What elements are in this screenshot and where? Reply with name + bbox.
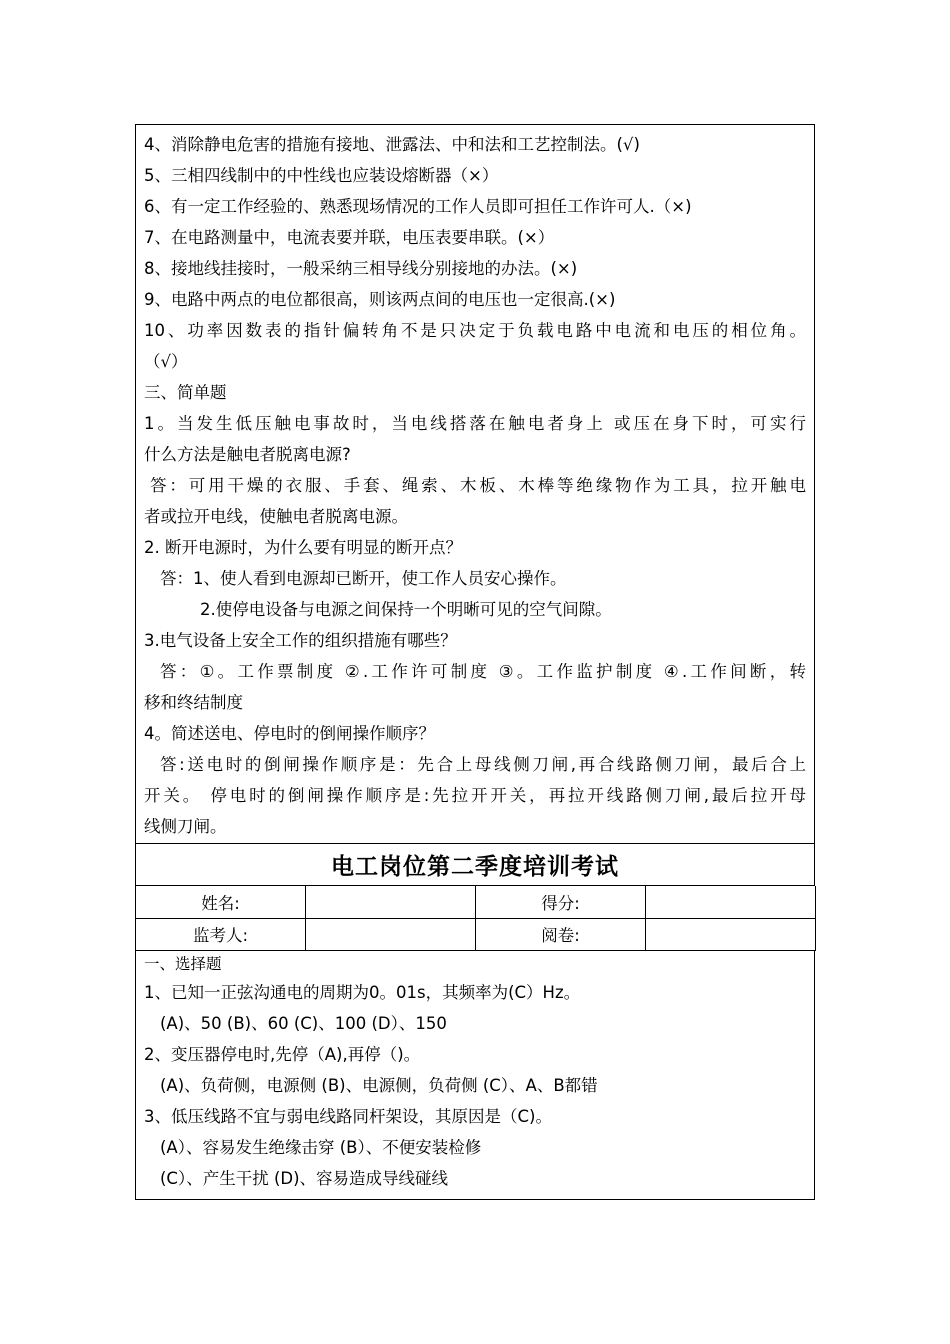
- answer-4-line-2: 开关。 停电时的倒闸操作顺序是:先拉开开关，再拉开线路侧刀闸,最后拉开母: [144, 786, 806, 805]
- question-3: 3.电气设备上安全工作的组织措施有哪些？: [144, 631, 457, 650]
- tf-item-10-answer: （√）: [144, 352, 188, 371]
- proctor-field[interactable]: [306, 918, 476, 950]
- answer-1-line-1: 答：可用干燥的衣服、手套、绳索、木板、木棒等绝缘物作为工具，拉开触电: [150, 476, 806, 495]
- answer-section: [135, 124, 815, 844]
- question-2: 2. 断开电源时，为什么要有明显的断开点？: [144, 538, 462, 557]
- review-label: 阅卷:: [476, 918, 646, 950]
- answer-1-line-2: 者或拉开电线，使触电者脱离电源。: [144, 507, 408, 526]
- exam-title-row: [135, 844, 815, 886]
- tf-item-4: 4、消除静电危害的措施有接地、泄露法、中和法和工艺控制法。(√): [144, 135, 640, 154]
- answer-3-line-1: 答：①。工作票制度 ②.工作许可制度 ③。工作监护制度 ④.工作间断，转: [160, 662, 806, 681]
- tf-item-8: 8、接地线挂接时，一般采纳三相导线分别接地的办法。(×): [144, 259, 578, 278]
- exam-sheet: [135, 124, 815, 1200]
- tf-item-5: 5、三相四线制中的中性线也应装设熔断器（×）: [144, 166, 499, 185]
- exam-title: 电工岗位第二季度培训考试: [331, 854, 619, 880]
- answer-4-line-3: 线侧刀闸。: [144, 817, 227, 836]
- answer-2-line-2: 2.使停电设备与电源之间保持一个明晰可见的空气间隙。: [200, 600, 612, 619]
- name-field[interactable]: [306, 886, 476, 918]
- info-row-1: [136, 886, 816, 918]
- score-label: 得分:: [476, 886, 646, 918]
- exam-info-table: [135, 886, 816, 951]
- choice-question-2-options: (A)、负荷侧，电源侧 (B)、电源侧，负荷侧 (C）、A、B都错: [160, 1075, 598, 1095]
- section-title-choice: 一、选择题: [144, 954, 222, 973]
- tf-item-9: 9、电路中两点的电位都很高，则该两点间的电压也一定很高.(×): [144, 290, 616, 309]
- question-1-line-2: 什么方法是触电者脱离电源?: [144, 445, 351, 464]
- answer-4-line-1: 答:送电时的倒闸操作顺序是：先合上母线侧刀闸,再合线路侧刀闸，最后合上: [160, 755, 806, 774]
- score-field[interactable]: [646, 886, 816, 918]
- choice-question-3-options-2: (C）、产生干扰 (D)、容易造成导线碰线: [160, 1168, 449, 1188]
- answer-2-line-1: 答：1、使人看到电源却已断开，使工作人员安心操作。: [160, 569, 567, 588]
- tf-item-6: 6、有一定工作经验的、熟悉现场情况的工作人员即可担任工作许可人.（×): [144, 197, 692, 216]
- proctor-label: 监考人:: [136, 918, 306, 950]
- choice-question-3: 3、低压线路不宜与弱电线路同杆架设，其原因是（C)。: [144, 1106, 552, 1126]
- review-field[interactable]: [646, 918, 816, 950]
- question-4: 4。简述送电、停电时的倒闸操作顺序？: [144, 724, 435, 743]
- info-row-2: [136, 918, 816, 950]
- section-title-short-answer: 三、简单题: [144, 383, 227, 402]
- tf-item-7: 7、在电路测量中，电流表要并联，电压表要串联。(×）: [144, 228, 555, 247]
- choice-question-2: 2、变压器停电时,先停（A),再停（)。: [144, 1044, 421, 1064]
- choice-question-3-options-1: (A）、容易发生绝缘击穿 (B）、不便安装检修: [160, 1137, 482, 1157]
- answer-3-line-2: 移和终结制度: [144, 693, 243, 712]
- name-label: 姓名:: [136, 886, 306, 918]
- choice-section: [135, 951, 815, 1200]
- choice-question-1-options: (A)、50 (B)、60 (C)、100 (D）、150: [160, 1013, 447, 1033]
- question-1-line-1: 1。当发生低压触电事故时，当电线搭落在触电者身上 或压在身下时，可实行: [144, 414, 806, 433]
- choice-question-1: 1、已知一正弦沟通电的周期为0。01s，其频率为(C）Hz。: [144, 982, 581, 1002]
- tf-item-10: 10、功率因数表的指针偏转角不是只决定于负载电路中电流和电压的相位角。: [144, 321, 806, 340]
